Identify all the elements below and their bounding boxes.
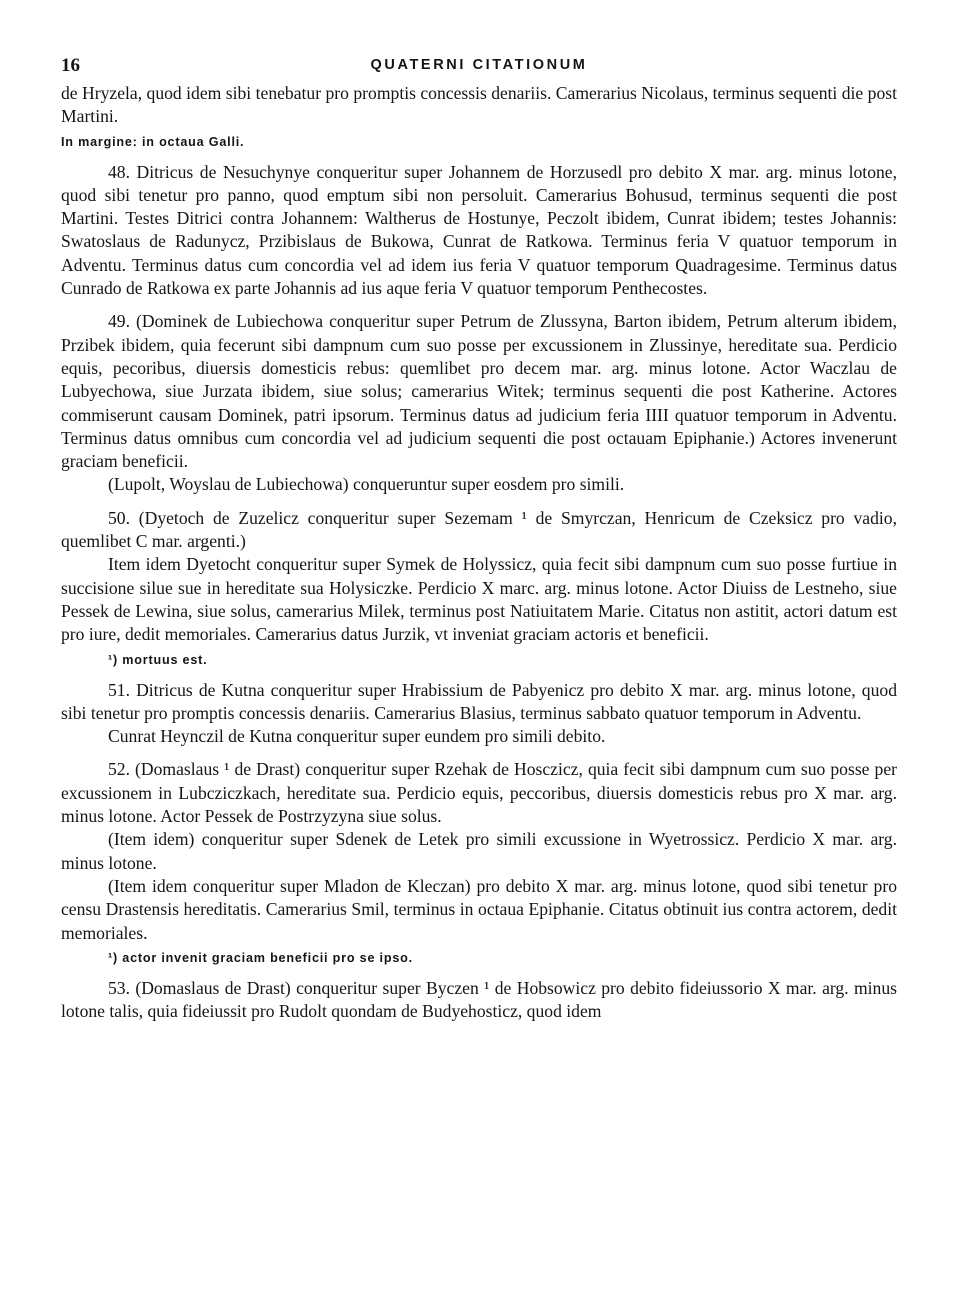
entry-49: 49. (Dominek de Lubiechowa conqueritur super Petrum de Zlussyna, Barton ibidem, Petrum alterum ibidem, Przibek ibidem, quia fecerunt sibi dampnum cum suo posse per excussionem in Zlussinye, hereditate sua. Perdicio equis, pecoribus, diuersis domesticis rebus: quemlibet pro decem mar. arg. minus lotone. Actor Waczlau de Lubyechowa, siue Jurzata ibidem, siue solus; camerarius Witek; terminus sequenti die post Katherine. Actores commiserunt causam Dominek, patri ipsorum. Terminus datus ad judicium feria IIII quatuor temporum in Adventu. Terminus datus omnibus cum concordia vel ad judicium sequenti die post octauam Epiphanie.) Actores invenerunt graciam beneficii. [61, 311, 897, 472]
footnote: ¹) actor invenit graciam beneficii pro se ipso. [108, 950, 413, 965]
entry-53: 53. (Domaslaus de Drast) conqueritur super Byczen ¹ de Hobsowicz pro debito fideiussorio X mar. arg. minus lotone talis, quia fideiussit pro Rudolt quondam de Budyehosticz, quod idem [61, 977, 897, 1022]
footnote: ¹) mortuus est. [108, 652, 208, 667]
document-page [61, 52, 897, 1023]
page-header [61, 52, 897, 82]
entry-50: 50. (Dyetoch de Zuzelicz conqueritur super Sezemam ¹ de Smyrczan, Henricum de Czeksicz pro vadio, quemlibet C mar. argenti.) [61, 507, 897, 552]
entry-52-item-2: (Item idem conqueritur super Mladon de Kleczan) pro debito X mar. arg. minus lotone, quod sibi tenetur pro censu Drastensis hereditatis. Camerarius Smil, terminus in octaua Epiphanie. Citatus obtinuit ius contra actorem, dedit memoriales. [61, 875, 897, 943]
paragraph-continuation: de Hryzela, quod idem sibi tenebatur pro promptis concessis denariis. Camerarius Nicolaus, terminus sequenti die post Martini. [61, 83, 897, 127]
page-number: 16 [61, 55, 80, 76]
entry-50-item: Item idem Dyetocht conqueritur super Symek de Holyssicz, quia fecit sibi dampnum cum suo posse furtiue in succisione silue sue in hereditate sua Holysiczke. Perdicio X marc. arg. minus lotone. Actor Diuiss de Lestneho, siue Pessek de Lewina, siue solus, camerarius Milek, terminus post Natiuitatem Marie. Citatus non astitit, actori datum est pro iure, dedit memoriales. Camerarius datus Jurzik, vt inveniat graciam actoris et beneficii. [61, 554, 897, 645]
entry-49-addendum: (Lupolt, Woyslau de Lubiechowa) conqueruntur super eosdem pro simili. [108, 474, 625, 495]
entry-52-item-1: (Item idem) conqueritur super Sdenek de Letek pro simili excussione in Wyetrossicz. Perdicio X mar. arg. minus lotone. [61, 829, 897, 873]
entry-51: 51. Ditricus de Kutna conqueritur super Hrabissium de Pabyenicz pro debito X mar. arg. minus lotone, quod sibi tenetur pro promptis concessis denariis. Camerarius Blasius, terminus sabbato quatuor temporum in Adventu. [61, 679, 897, 723]
entry-52: 52. (Domaslaus ¹ de Drast) conqueritur super Rzehak de Hosczicz, quia fecit sibi dampnum cum suo posse per excussionem in Lubcziczkach, hereditate sua. Perdicio equis, peccoribus, diuersis domesticis rebus pro X mar. arg. minus lotone. Actor Pessek de Postrzyzyna siue solus. [61, 759, 897, 827]
margin-note: In margine: in octaua Galli. [61, 134, 245, 149]
running-title: QUATERNI CITATIONUM [370, 57, 588, 73]
entry-48: 48. Ditricus de Nesuchynye conqueritur super Johannem de Horzusedl pro debito X mar. arg. minus lotone, quod sibi tenetur pro panno, quod emptum sibi non persoluit. Camerarius Bohusud, terminus sequenti die post Martini. Testes Ditrici contra Johannem: Waltherus de Hostunye, Peczolt ibidem, Cunrat ibidem; testes Johannis: Swatoslaus de Radunycz, Przibislaus de Bukowa, Cunrat de Ratkowa. Terminus feria V quatuor temporum in Adventu. Terminus datus cum concordia vel ad idem ius feria V quatuor temporum Quadragesime. Terminus datus Cunrado de Ratkowa ex parte Johannis ad ius aque feria V quatuor temporum Penthecostes. [61, 161, 897, 299]
entry-51-addendum: Cunrat Heynczil de Kutna conqueritur super eundem pro simili debito. [108, 726, 606, 747]
